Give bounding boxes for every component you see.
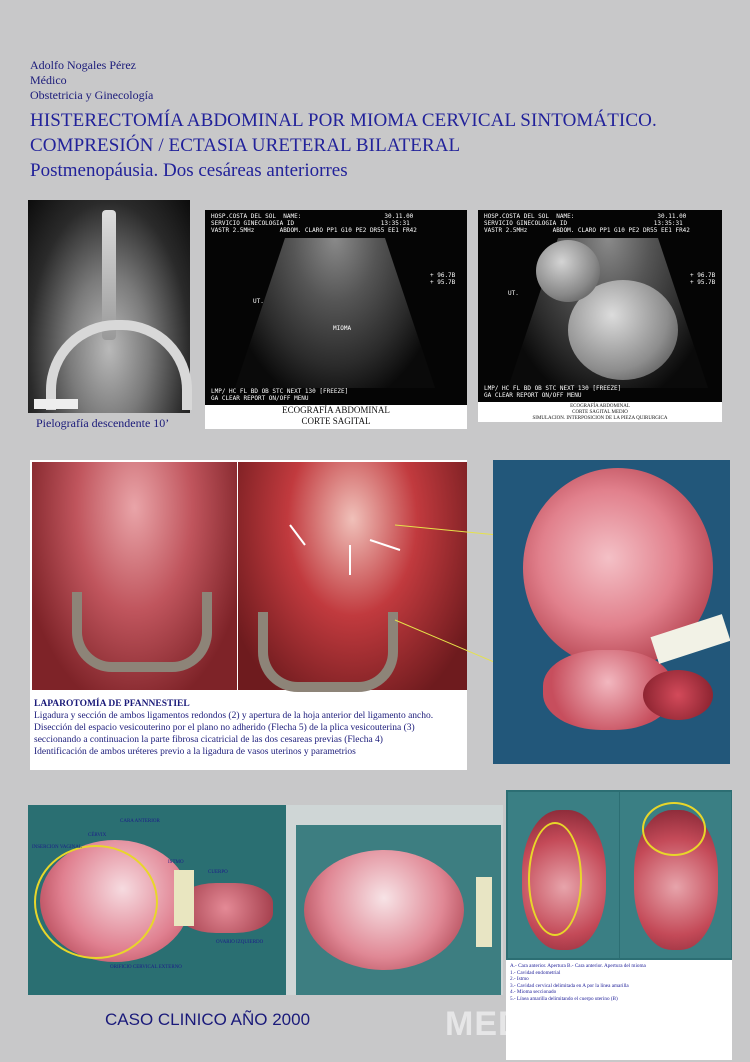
page-subtitle: Postmenopáusia. Dos cesáreas anteriorres	[30, 160, 348, 181]
opened-specimen-panel	[506, 790, 732, 960]
watermark-tagline: knowledge™	[642, 1040, 718, 1055]
xray-caption: Pielografía descendente 10’	[36, 416, 170, 430]
watermark-logo: MED	[445, 1005, 524, 1043]
specimen-photo-2	[296, 825, 501, 995]
us1-measurement: + 96.7B + 95.7B	[430, 272, 456, 286]
title-line-2: COMPRESIÓN / ECTASIA URETERAL BILATERAL	[30, 135, 461, 156]
specimen-panel	[28, 805, 503, 995]
specimen-shape	[304, 850, 464, 970]
note-line: 5.- Línea amarilla delimitando el cuerpo uterino (B)	[510, 995, 618, 1002]
us2-header: HOSP.COSTA DEL SOL NAME: 30.11.00 SERVICIO GINECOLOGIA ID 13:35:31 VASTR 2.5MHz ABDOM. CLARO PP1 G10 PE2 DR55 EE1 FR42	[484, 213, 690, 234]
author-specialty: Obstetricia y Ginecología	[30, 88, 154, 102]
yellow-outline	[528, 822, 582, 936]
label-orificio: ORIFICIO CERVICAL EXTERNO	[110, 965, 182, 970]
ruler-shape	[476, 877, 492, 947]
surgery-line-2: Disección del espacio vesicouterino por el plano no adherido (Flecha 5) de la plica vesicouterina (3)	[34, 723, 415, 733]
yellow-outline	[34, 845, 158, 959]
label-ovario: OVARIO IZQUIERDO	[216, 940, 264, 945]
us1-label-mioma: MIOMA	[333, 325, 352, 332]
note-line: 3.- Cavidad cervical delimitada en A por la línea amarilla	[510, 982, 629, 989]
label-cara-anterior: CARA ANTERIOR	[120, 819, 160, 824]
note-line: A.- Cara anterior. Apertura B.- Cara anterior. Apertura del mioma	[510, 963, 646, 969]
ultrasound2-caption: ECOGRAFÍA ABDOMINAL CORTE SAGITAL MEDIO SIMULACION. INTERPOSICION DE LA PIEZA QUIRURGICA	[478, 402, 722, 422]
opened-specimen-b	[620, 792, 731, 958]
uterus-specimen-photo	[493, 460, 730, 764]
title-line-1: HISTERECTOMÍA ABDOMINAL POR MIOMA CERVICAL SINTOMÁTICO.	[30, 110, 657, 131]
us2-measurement: + 96.7B + 95.7B	[690, 272, 716, 286]
note-line: 2.- Istmo	[510, 976, 529, 983]
us1-header: HOSP.COSTA DEL SOL NAME: 30.11.00 SERVICIO GINECOLOGIA ID 13:35:31 VASTR 2.5MHz ABDOM. CLARO PP1 G10 PE2 DR55 EE1 FR42	[211, 213, 417, 234]
note-line: 4.- Mioma seccionado	[510, 989, 557, 996]
ruler-shape	[174, 870, 194, 926]
surgery-line-4: Identificación de ambos uréteres previo a la ligadura de vasos uterinos y parametrios	[34, 747, 356, 757]
label-insercion: INSERCION VAGINAL	[32, 845, 82, 850]
label-cuerpo: CUERPO	[208, 870, 228, 875]
author-role: Médico	[30, 73, 67, 87]
label-istmo: ISTMO	[168, 860, 184, 865]
surgery-line-3: seccionando a continuacion la parte fibrosa cicatricial de las dos cesareas previas (Flecha 4)	[34, 735, 383, 745]
arrow-shape	[370, 540, 400, 550]
surgery-line-1: Ligadura y sección de ambos ligamentos redondos (2) y apertura de la hoja anterior del ligamento ancho.	[34, 711, 434, 721]
author-name: Adolfo Nogales Pérez	[30, 58, 136, 72]
surgery-heading: LAPAROTOMÍA DE PFANNESTIEL	[34, 699, 190, 709]
case-year-title: CASO CLINICO AÑO 2000	[105, 1010, 311, 1029]
us1-label-ut: UT.	[253, 298, 264, 305]
yellow-outline	[642, 802, 706, 856]
us1-footer: LMP/ HC FL BD OB STC NEXT 130 [FREEZE] GA CLEAR REPORT ON/OFF MENU	[211, 388, 349, 402]
us2-footer: LMP/ HC FL BD OB STC NEXT 130 [FREEZE] GA CLEAR REPORT ON/OFF MENU	[484, 385, 622, 399]
note-line: 1.- Cavidad endometrial	[510, 969, 561, 976]
label-cervix: CÉRVIX	[88, 833, 107, 838]
us2-label-ut: UT.	[508, 290, 519, 297]
specimen-labeled-photo	[28, 805, 286, 995]
opened-specimen-a	[508, 792, 619, 958]
arrow-shape	[290, 525, 305, 545]
ovary-shape	[643, 670, 713, 720]
ultrasound1-caption: ECOGRAFÍA ABDOMINAL CORTE SAGITAL	[205, 405, 467, 429]
